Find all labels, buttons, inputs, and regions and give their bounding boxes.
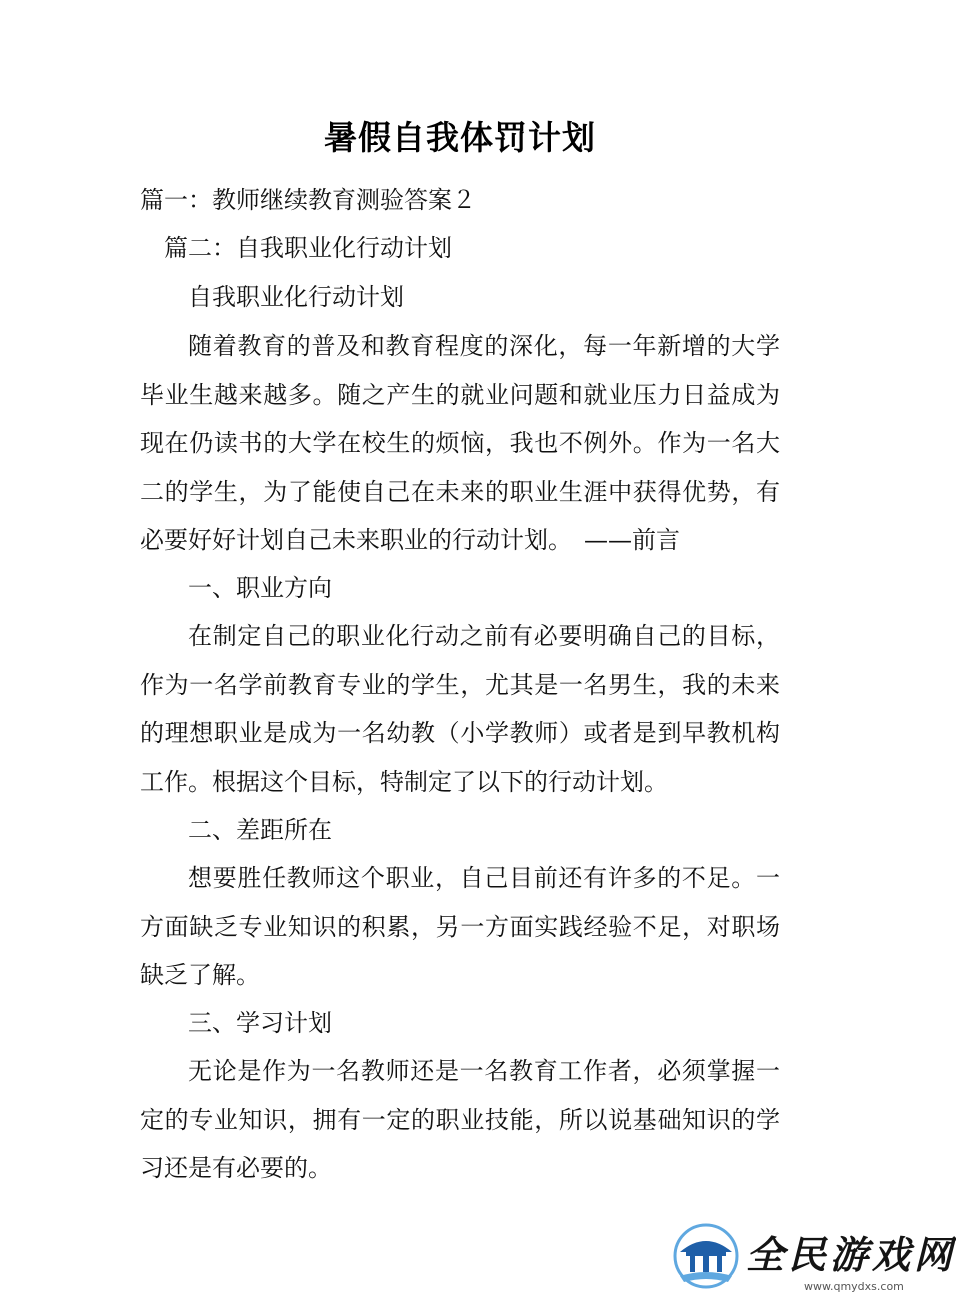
section-heading-study-plan: 三、学习计划 <box>188 1009 332 1037</box>
heading-part-two: 篇二：自我职业化行动计划 <box>164 234 452 262</box>
section-subtitle: 自我职业化行动计划 <box>188 283 404 311</box>
paragraph-study-plan: 无论是作为一名教师还是一名教育工作者，必须掌握一定的专业知识，拥有一定的职业技能，所以说基础知识的学习还是有必要的。 <box>140 1057 780 1182</box>
watermark-url: www.qmydxs.com <box>804 1280 904 1293</box>
section-heading-career-direction: 一、职业方向 <box>188 574 332 602</box>
paragraph-gaps: 想要胜任教师这个职业，自己目前还有许多的不足。一方面缺乏专业知识的积累，另一方面实践经验不足，对职场缺乏了解。 <box>140 864 780 989</box>
section-heading-gaps: 二、差距所在 <box>188 816 332 844</box>
site-watermark <box>672 1218 956 1298</box>
heading-part-one: 篇一：教师继续教育测验答案２ <box>140 186 476 214</box>
watermark-site-name: 全民游戏网 <box>746 1233 956 1277</box>
pavilion-logo-icon <box>672 1222 740 1290</box>
paragraph-career-direction: 在制定自己的职业化行动之前有必要明确自己的目标，作为一名学前教育专业的学生，尤其是一名男生，我的未来的理想职业是成为一名幼教（小学教师）或者是到早教机构工作。根据这个目标，特制定了以下的行动计划。 <box>140 622 780 796</box>
document-title: 暑假自我体罚计划 <box>324 118 596 157</box>
paragraph-intro: 随着教育的普及和教育程度的深化，每一年新增的大学毕业生越来越多。随之产生的就业问题和就业压力日益成为现在仍读书的大学在校生的烦恼，我也不例外。作为一名大二的学生，为了能使自己在未来的职业生涯中获得优势，有必要好好计划自己未来职业的行动计划。 ——前言 <box>140 332 780 554</box>
